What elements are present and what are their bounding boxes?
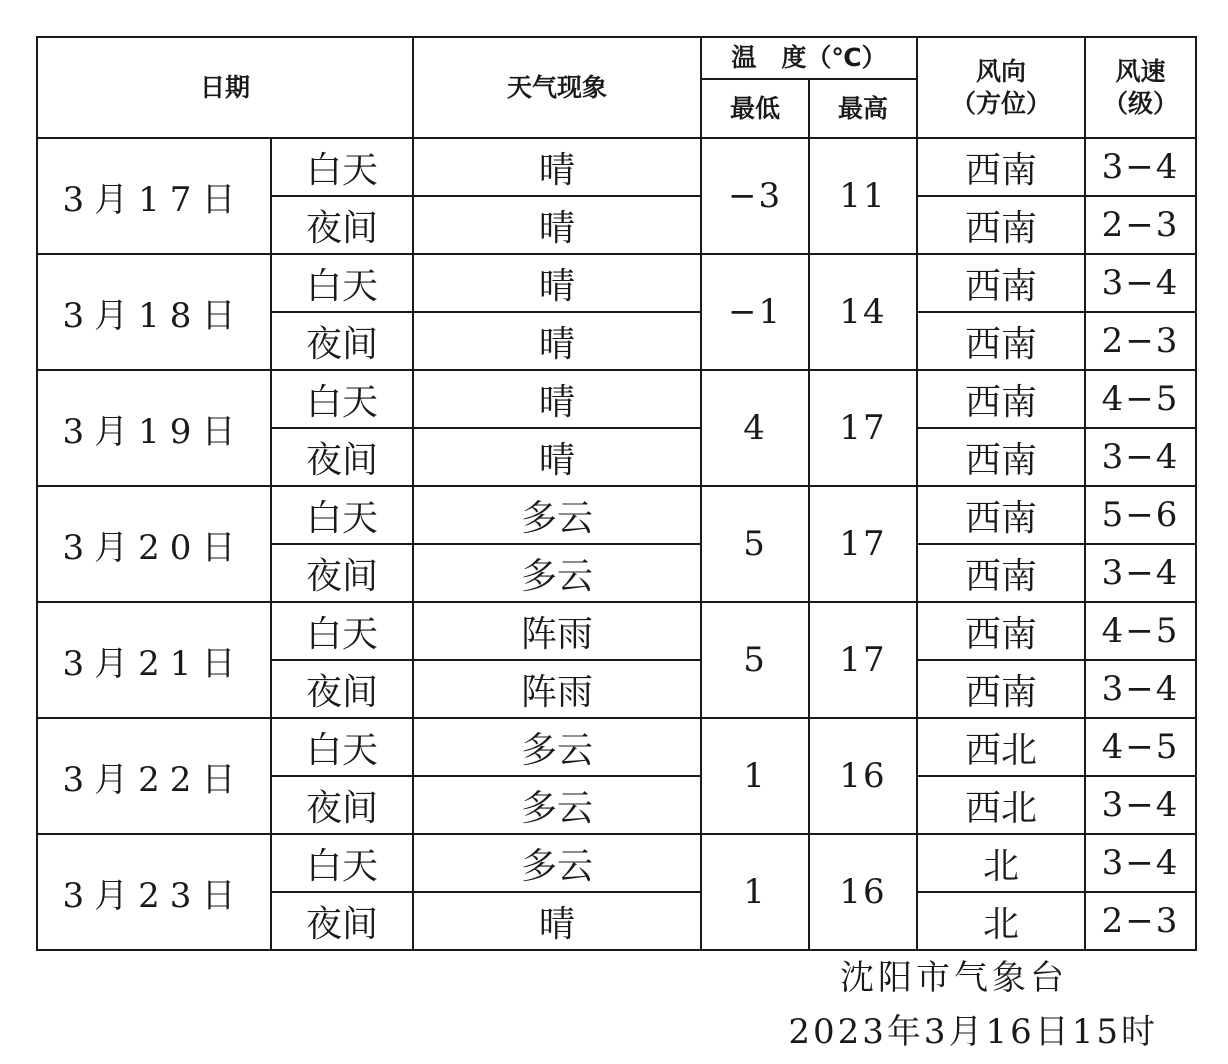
table-row	[37, 138, 1196, 196]
forecast-body	[37, 138, 1196, 950]
weather-night: 晴	[413, 892, 701, 950]
header-date: 日期	[37, 37, 413, 138]
weather-night: 晴	[413, 196, 701, 254]
table-row	[37, 834, 1196, 892]
header-temp-max: 最高	[809, 79, 917, 138]
wind-direction-night: 西南	[917, 312, 1085, 370]
wind-direction-day: 西北	[917, 718, 1085, 776]
weather-night: 晴	[413, 312, 701, 370]
weather-day: 晴	[413, 370, 701, 428]
temp-min-cell: 1	[701, 718, 809, 834]
table-row	[37, 718, 1196, 776]
temp-max-cell: 14	[809, 254, 917, 370]
date-cell: 3月18日	[37, 254, 271, 370]
weather-day: 晴	[413, 254, 701, 312]
date-cell: 3月17日	[37, 138, 271, 254]
temp-min-cell: −3	[701, 138, 809, 254]
weather-day: 多云	[413, 486, 701, 544]
period-day: 白天	[271, 834, 413, 892]
wind-speed-night: 3−4	[1085, 660, 1196, 718]
table-row	[37, 602, 1196, 660]
period-day: 白天	[271, 138, 413, 196]
wind-direction-night: 西南	[917, 428, 1085, 486]
period-night: 夜间	[271, 776, 413, 834]
period-night: 夜间	[271, 196, 413, 254]
wind-direction-day: 西南	[917, 254, 1085, 312]
issue-time: 2023年3月16日15时	[788, 1012, 1158, 1052]
date-cell: 3月19日	[37, 370, 271, 486]
wind-direction-night: 北	[917, 892, 1085, 950]
weather-night: 阵雨	[413, 660, 701, 718]
weather-day: 阵雨	[413, 602, 701, 660]
issuer: 沈阳市气象台	[840, 958, 1068, 998]
period-day: 白天	[271, 370, 413, 428]
header-wind-direction-line1: 风向	[976, 57, 1027, 87]
temp-max-cell: 17	[809, 370, 917, 486]
header-temperature: 温 度（℃）	[701, 37, 917, 79]
wind-direction-night: 西北	[917, 776, 1085, 834]
header-wind-direction	[917, 37, 1085, 138]
period-night: 夜间	[271, 660, 413, 718]
date-cell: 3月22日	[37, 718, 271, 834]
date-cell: 3月23日	[37, 834, 271, 950]
wind-speed-day: 3−4	[1085, 254, 1196, 312]
temp-max-cell: 16	[809, 834, 917, 950]
temp-max-cell: 17	[809, 486, 917, 602]
wind-direction-day: 西南	[917, 602, 1085, 660]
table-row	[37, 486, 1196, 544]
weather-night: 多云	[413, 776, 701, 834]
header-temp-min: 最低	[701, 79, 809, 138]
temp-min-cell: 5	[701, 486, 809, 602]
period-night: 夜间	[271, 312, 413, 370]
wind-speed-day: 4−5	[1085, 602, 1196, 660]
wind-direction-day: 西南	[917, 486, 1085, 544]
header-wind-speed-line2: （级）	[1103, 88, 1179, 118]
table-row	[37, 370, 1196, 428]
wind-direction-night: 西南	[917, 660, 1085, 718]
table-row	[37, 254, 1196, 312]
weather-day: 晴	[413, 138, 701, 196]
wind-speed-day: 3−4	[1085, 138, 1196, 196]
wind-direction-night: 西南	[917, 196, 1085, 254]
date-cell: 3月21日	[37, 602, 271, 718]
forecast-table	[36, 36, 1197, 951]
wind-speed-night: 2−3	[1085, 892, 1196, 950]
wind-direction-day: 西南	[917, 370, 1085, 428]
weather-day: 多云	[413, 834, 701, 892]
wind-speed-night: 3−4	[1085, 428, 1196, 486]
header-wind-speed	[1085, 37, 1196, 138]
weather-night: 晴	[413, 428, 701, 486]
date-cell: 3月20日	[37, 486, 271, 602]
wind-speed-night: 3−4	[1085, 776, 1196, 834]
weather-day: 多云	[413, 718, 701, 776]
wind-speed-day: 5−6	[1085, 486, 1196, 544]
wind-direction-day: 西南	[917, 138, 1085, 196]
header-weather: 天气现象	[413, 37, 701, 138]
header-wind-direction-line2: （方位）	[951, 88, 1052, 118]
wind-speed-night: 3−4	[1085, 544, 1196, 602]
period-night: 夜间	[271, 544, 413, 602]
period-day: 白天	[271, 486, 413, 544]
temp-min-cell: −1	[701, 254, 809, 370]
wind-direction-day: 北	[917, 834, 1085, 892]
temp-max-cell: 17	[809, 602, 917, 718]
period-day: 白天	[271, 254, 413, 312]
weather-night: 多云	[413, 544, 701, 602]
temp-max-cell: 16	[809, 718, 917, 834]
period-night: 夜间	[271, 892, 413, 950]
period-day: 白天	[271, 718, 413, 776]
temp-min-cell: 5	[701, 602, 809, 718]
wind-speed-day: 3−4	[1085, 834, 1196, 892]
wind-direction-night: 西南	[917, 544, 1085, 602]
temp-min-cell: 1	[701, 834, 809, 950]
period-night: 夜间	[271, 428, 413, 486]
temp-max-cell: 11	[809, 138, 917, 254]
wind-speed-night: 2−3	[1085, 312, 1196, 370]
temp-min-cell: 4	[701, 370, 809, 486]
period-day: 白天	[271, 602, 413, 660]
wind-speed-day: 4−5	[1085, 718, 1196, 776]
header-wind-speed-line1: 风速	[1115, 57, 1166, 87]
wind-speed-night: 2−3	[1085, 196, 1196, 254]
wind-speed-day: 4−5	[1085, 370, 1196, 428]
